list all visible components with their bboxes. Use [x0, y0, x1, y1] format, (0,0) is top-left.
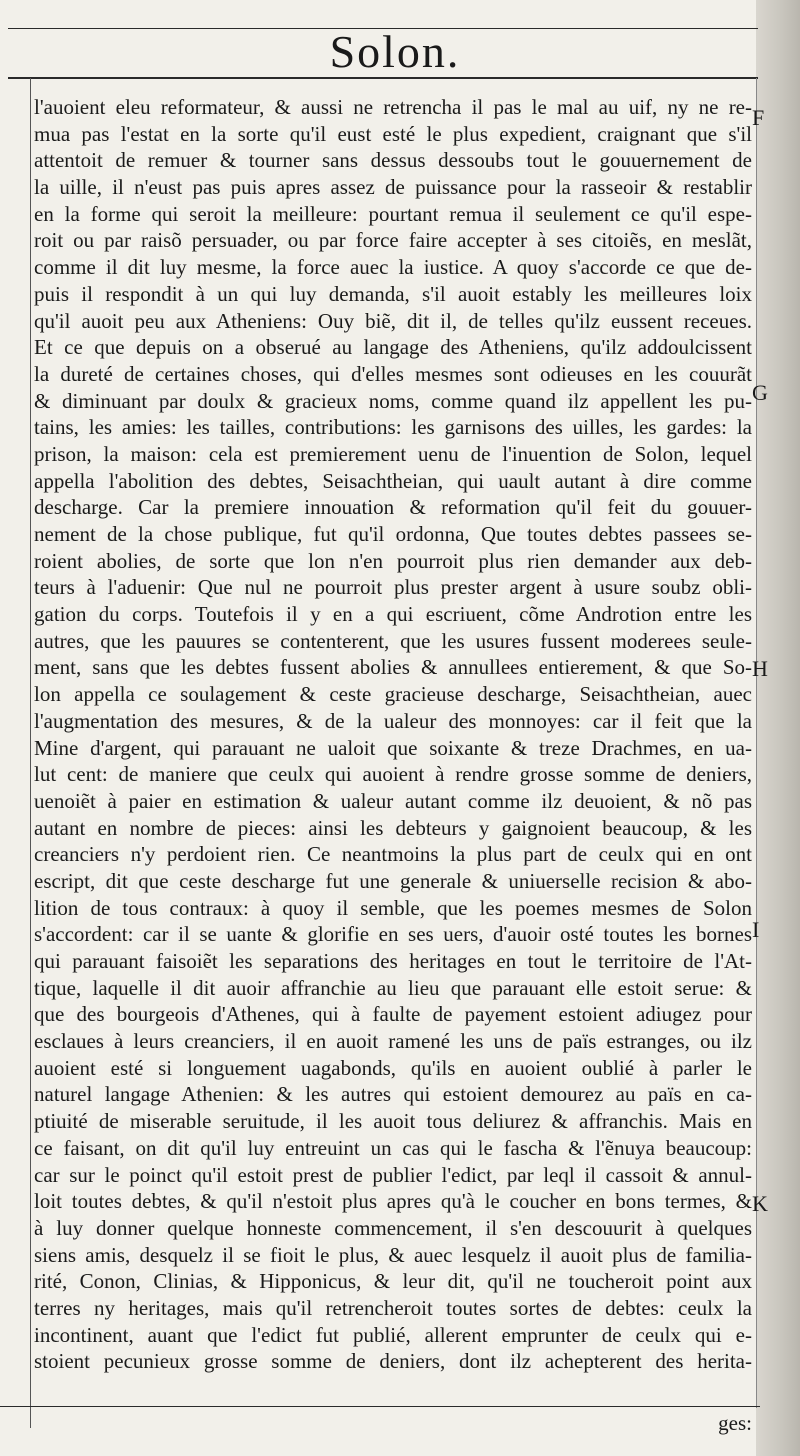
text-line: escript, dit que ceste descharge fut une generale & uniuerselle recision & abo-: [34, 868, 752, 893]
text-line: naturel langage Athenien: & les autres qui estoient demourez au païs en ca-: [34, 1082, 752, 1107]
text-line: qui parauant faisoiẽt les separations des heritages en tout le territoire de l'At-: [34, 949, 752, 973]
text-line: roient abolies, de sorte que lon n'en pourroit plus rien demander aux deb-: [34, 548, 752, 573]
body-text: [34, 94, 752, 1375]
text-line: la uille, il n'eust pas puis apres assez de puissance pour la rasseoir & restablir: [34, 175, 752, 200]
text-line: loit toutes debtes, & qu'il n'estoit plus apres qu'à le coucher en bons termes, &: [34, 1189, 752, 1214]
text-line: s'accordent: car il se uante & glorifie en ses uers, d'auoir osté toutes les bornes: [34, 922, 752, 947]
text-line: autres, que les pauures se contenterent, que les usures fussent moderees seule-: [34, 628, 752, 653]
text-line: attentoit de remuer & tourner sans dessus dessoubs tout le gouuernement de: [34, 148, 752, 173]
text-line: appella l'abolition des debtes, Seisachtheian, qui uault autant à dire comme: [34, 468, 752, 493]
margin-letter-g: G: [752, 380, 768, 405]
text-line: l'auoient eleu reformateur, & aussi ne retrencha il pas le mal au uif, ny ne re-: [34, 95, 752, 119]
text-line: car sur le poinct qu'il estoit prest de publier l'edict, par leql il cassoit & annul-: [34, 1162, 752, 1187]
text-line: lon appella ce soulagement & ceste gracieuse descharge, Seisachtheian, auec: [34, 682, 752, 707]
text-line: tains, les amies: les tailles, contributions: les garnisons des uilles, les gardes: la: [34, 415, 752, 440]
text-line: qu'il auoit peu aux Atheniens: Ouy biẽ, dit il, de telles qu'ilz eussent receues.: [34, 308, 752, 333]
text-line: lition de tous contraux: à quoy il semble, que les poemes mesmes de Solon: [34, 895, 752, 920]
text-line: ce faisant, on dit qu'il luy entreuint un cas qui le fascha & l'ẽnuya beaucoup:: [34, 1135, 752, 1160]
text-line: mua pas l'estat en la sorte qu'il eust esté le plus expedient, craignant que s'il: [34, 121, 752, 146]
text-line: teurs à l'aduenir: Que nul ne pourroit plus prester argent à usure soubz obli-: [34, 575, 752, 600]
text-line: esclaues à leurs creanciers, il en auoit ramené les uns de païs estranges, ou ilz: [34, 1029, 752, 1054]
text-line: descharge. Car la premiere innouation & reformation qu'il feit du gouuer-: [34, 495, 752, 520]
text-line: stoient pecunieux grosse somme de deniers, dont ilz achepterent des herita-: [34, 1349, 752, 1374]
margin-letter-i: I: [752, 917, 760, 942]
text-line: ment, sans que les debtes fussent abolies & annullees entierement, & que So-: [34, 655, 752, 680]
text-line: l'augmentation des mesures, & de la ualeur des monnoyes: car il feit que la: [34, 708, 752, 733]
text-line: & diminuant par doulx & gracieux noms, comme quand ilz appellent les pu-: [34, 388, 752, 413]
text-line: tique, laquelle il dit auoir affranchie au lieu que parauant elle estoit serue: &: [34, 975, 752, 1000]
text-line: siens amis, desquelz il se fioit le plus, & auec lesquelz il auoit plus de familia-: [34, 1242, 752, 1267]
text-line: ptiuité de miserable seruitude, il les auoit tous deliurez & affranchis. Mais en: [34, 1109, 752, 1134]
margin-letter-k: K: [752, 1191, 768, 1216]
text-line: prison, la maison: cela est premierement uenu de l'inuention de Solon, lequel: [34, 441, 752, 466]
text-line: en la forme qui seroit la meilleure: pourtant remua il seulement ce qu'il espe-: [34, 201, 752, 226]
text-line: autant en nombre de pieces: ainsi les debteurs y gaignoient beaucoup, & les: [34, 815, 752, 840]
margin-letter-f: F: [752, 105, 765, 130]
page-edge: [756, 0, 800, 1456]
text-line: puis il respondit à un qui luy demanda, s'il auoit estably les meilleures loix: [34, 281, 752, 306]
text-line: rité, Conon, Clinias, & Hipponicus, & leur dit, qu'il ne toucheroit point aux: [34, 1269, 752, 1294]
text-line: la dureté de certaines choses, qui d'elles mesmes sont odieuses en les couurãt: [34, 361, 752, 386]
text-line: incontinent, auant que l'edict fut publié, allerent emprunter de ceulx qui e-: [34, 1322, 752, 1347]
running-head-title: Solon.: [329, 26, 461, 77]
text-line: auoient esté si longuement uagabonds, qu'ils en auoient oublié à parler le: [34, 1055, 752, 1080]
margin-letter-h: H: [752, 656, 768, 681]
text-line: creanciers n'y perdoient rien. Ce neantmoins la plus part de ceulx qui en ont: [34, 842, 752, 867]
catchword: ges:: [718, 1411, 752, 1435]
text-line: uenoiẽt à paier en estimation & ualeur autant comme ilz deuoient, & nõ pas: [34, 788, 752, 813]
text-line: roit ou par raisõ persuader, ou par force faire accepter à ses citoiẽs, en meslãt,: [34, 228, 752, 253]
text-line: comme il dit luy mesme, la force auec la iustice. A quoy s'accorde ce que de-: [34, 255, 752, 280]
text-line: Mine d'argent, qui parauant ne ualoit que soixante & treze Drachmes, en ua-: [34, 735, 752, 760]
text-line: que des bourgeois d'Athenes, qui à faulte de payement estoient adiugez pour: [34, 1002, 752, 1027]
text-line: nement de la chose publique, fut qu'il ordonna, Que toutes debtes passees se-: [34, 522, 752, 546]
text-line: Et ce que depuis on a obserué au langage des Atheniens, qu'ilz addoulcissent: [34, 335, 752, 360]
text-line: lut cent: de maniere que ceulx qui auoient à rendre grosse somme de deniers,: [34, 762, 752, 787]
left-margin-rule: [30, 78, 31, 1428]
text-line: gation du corps. Toutefois il y en a qui escriuent, cõme Androtion entre les: [34, 602, 752, 627]
text-line: terres ny heritages, mais qu'il retrencheroit toutes sortes de debtes: ceulx la: [34, 1295, 752, 1320]
bottom-rule: [0, 1406, 760, 1407]
text-line: à luy donner quelque honneste commencement, il s'en descouurit à quelques: [34, 1215, 752, 1240]
